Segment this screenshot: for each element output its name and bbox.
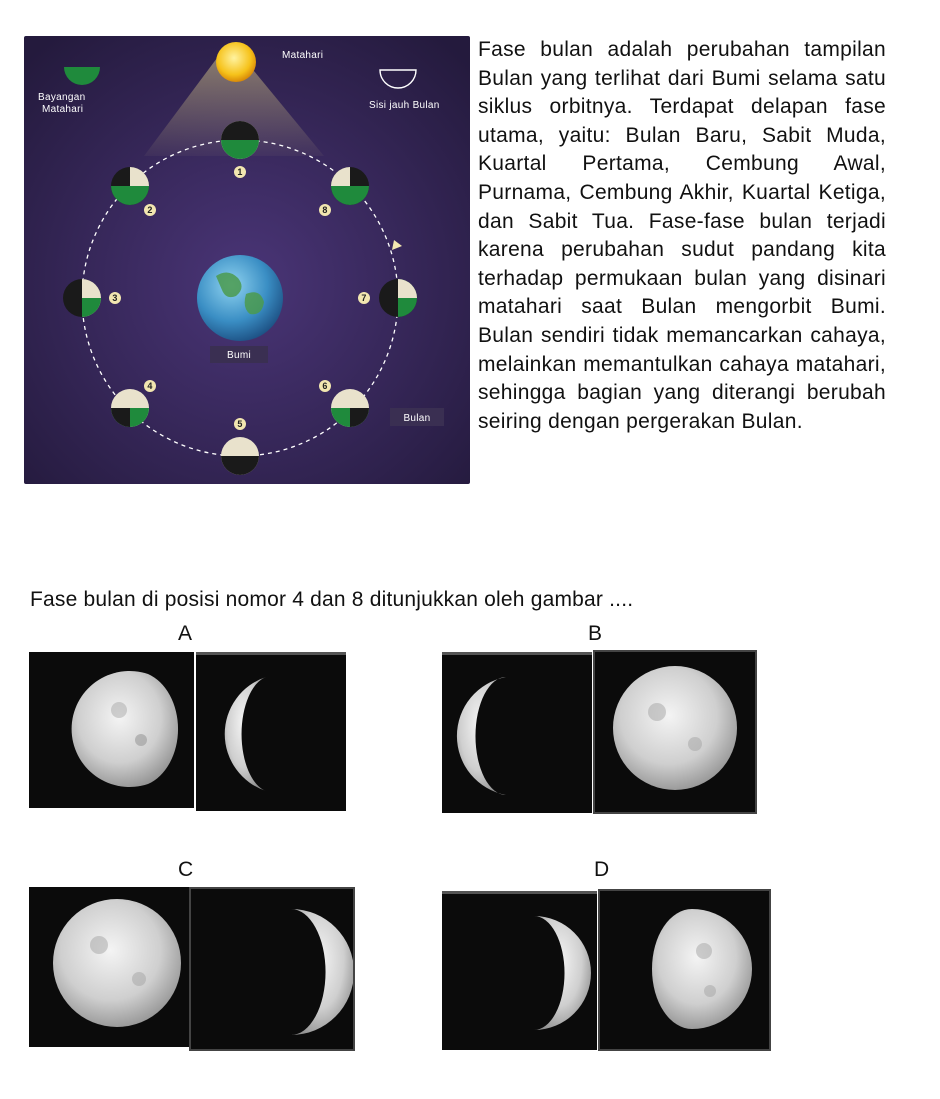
option-a-image-1[interactable] [29,652,194,808]
position-number-6: 6 [322,381,328,391]
moon-phase-diagram [24,36,470,484]
moon-position-3 [63,279,101,317]
waning-crescent-moon-icon [442,894,597,1050]
moon-position-6 [331,389,369,427]
full-moon-icon [595,652,755,812]
earth-icon [197,255,283,341]
moon-position-1 [221,121,259,159]
position-number-5: 5 [237,419,243,429]
option-c-image-2[interactable] [189,887,355,1051]
intro-text: Fase bulan adalah perubahan tampilan Bulan yang terlihat dari Bumi selama satu siklus orbitnya. Terdapat delapan fase utama, yaitu: Bulan Baru, Sabit Muda, Kuartal Pertama, Cembung Awal, Purnama, Cembung Akhir, Kuartal Ketiga, dan Sabit Tua. Fase-fase bulan terjadi karena perubahan sudut pandang kita terhadap permukaan bulan yang disinari matahari saat Bulan mengorbit Bumi. Bulan sendiri tidak memancarkan cahaya, melainkan memantulkan cahaya matahari, sehingga bagian yang diterangi berubah seiring dengan pergerakan Bulan. [478,38,886,433]
waning-gibbous-moon-icon [600,891,769,1049]
earth-label: Bumi [227,350,251,361]
moon-position-2 [111,167,149,205]
moon-position-5 [221,437,259,475]
position-number-7: 7 [361,293,367,303]
waning-crescent-moon-icon [191,889,353,1049]
position-number-4: 4 [147,381,153,391]
waning-gibbous-moon-icon [29,652,194,808]
option-d-image-2[interactable] [598,889,771,1051]
position-number-1: 1 [237,167,243,177]
moon-position-7 [379,279,417,317]
option-c-image-1[interactable] [29,887,189,1047]
option-c-label[interactable]: C [178,858,194,881]
moon-phase-diagram-svg [24,36,470,484]
position-number-8: 8 [322,205,328,215]
moon-label: Bulan [403,413,431,424]
option-b-image-2[interactable] [593,650,757,814]
option-d-image-1[interactable] [442,891,597,1050]
moon-position-4 [111,389,149,427]
option-d-label[interactable]: D [594,858,610,881]
option-b-label[interactable]: B [588,622,603,645]
option-b-image-1[interactable] [442,652,592,813]
waxing-crescent-moon-icon [442,655,592,813]
option-a-label[interactable]: A [178,622,193,645]
position-number-2: 2 [147,205,153,215]
intro-paragraph [30,36,886,484]
shadow-label-line2: Matahari [42,104,84,115]
question-text: Fase bulan di posisi nomor 4 dan 8 ditunjukkan oleh gambar .... [30,588,634,611]
sun-icon [216,42,256,82]
shadow-label-line1: Bayangan [38,92,86,103]
position-number-3: 3 [112,293,118,303]
sun-label: Matahari [282,50,324,61]
waxing-crescent-moon-icon [196,655,346,811]
full-moon-icon [29,887,189,1047]
moon-position-8 [331,167,369,205]
far-side-label: Sisi jauh Bulan [369,100,440,111]
option-a-image-2[interactable] [196,652,346,811]
